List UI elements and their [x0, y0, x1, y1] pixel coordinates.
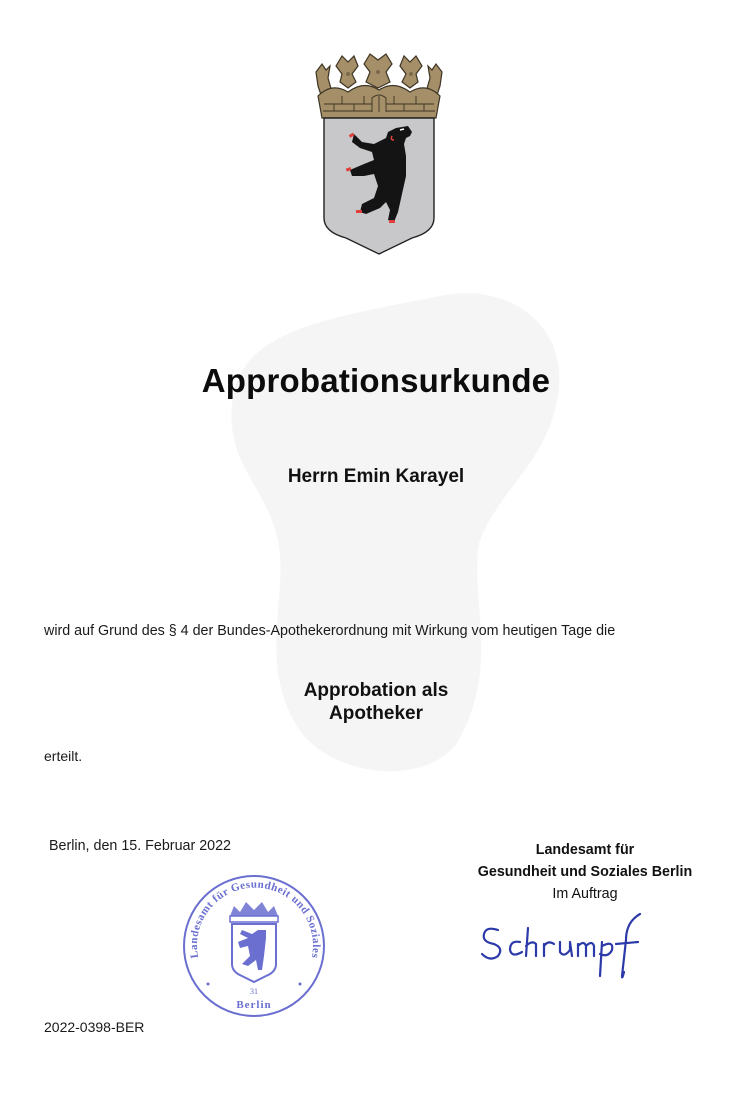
on-behalf-label: Im Auftrag: [552, 886, 618, 902]
seal-number: 31: [250, 987, 258, 996]
handwritten-signature: [476, 910, 656, 985]
seal-city: Berlin: [236, 999, 272, 1011]
berlin-coat-of-arms-icon: [312, 52, 446, 256]
watermark-bear-icon: [110, 250, 670, 810]
issuing-authority: [420, 839, 750, 905]
authority-line-2: Gesundheit und Soziales Berlin: [477, 864, 693, 880]
document-number: 2022-0398-BER: [44, 1019, 145, 1035]
legal-basis-text: wird auf Grund des § 4 der Bundes-Apothekerordnung mit Wirkung vom heutigen Tage die: [44, 623, 616, 639]
seal-ring-text: Landesamt für Gesundheit und Soziales: [187, 878, 323, 960]
place-and-date: Berlin, den 15. Februar 2022: [49, 838, 232, 854]
official-seal-icon: [178, 872, 330, 1020]
granted-text: erteilt.: [44, 748, 83, 764]
document-title: Approbationsurkunde: [201, 362, 551, 399]
approbation-line-2: Apotheker: [329, 703, 423, 724]
authority-line-1: Landesamt für: [535, 842, 635, 858]
approbation-type: [0, 679, 752, 725]
approbation-line-1: Approbation als: [303, 680, 449, 701]
recipient-name: Herrn Emin Karayel: [287, 466, 465, 487]
